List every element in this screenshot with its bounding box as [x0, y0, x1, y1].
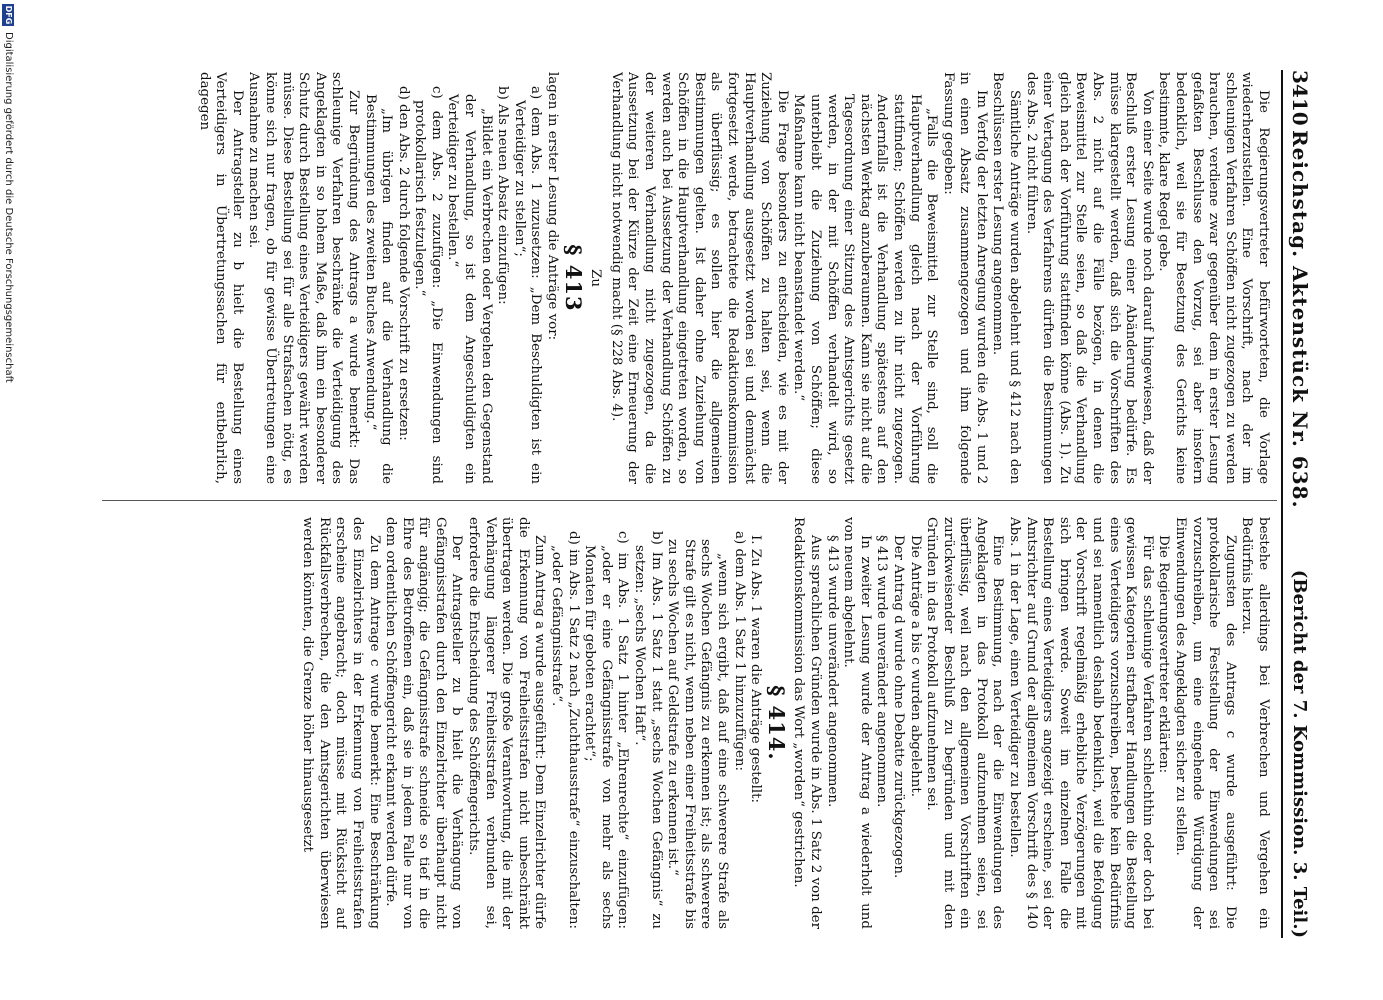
paragraph: In zweiter Lesung wurde der Antrag a wiederholt und von neuem abgelehnt.	[841, 517, 873, 929]
dfg-logo: DFG	[4, 5, 14, 25]
section-heading: § 414.	[763, 685, 789, 761]
page-number: 3410	[1288, 70, 1312, 126]
quoted-text: „Im übrigen finden auf die Verhandlung die Bestimmungen des zweiten Buches Anwendung.“	[362, 94, 395, 484]
list-item: a) dem Abs. 1 Satz 1 hinzuzufügen:	[731, 531, 747, 772]
paragraph: Die Frage besonders zu entscheiden, wie es mit der Zuziehung von Schöffen zu halten sei, wenn die Hauptverhandlung ausgesetzt worden sei und demnächst fortgesetzt werde, betrachtete die Redaktionskommission als überflüssig; es sollen hier die allgemeinen Bestimmungen gelten. Ist daher ohne Zuziehung von Schöffen in die Hauptverhandlung eingetreten worden, so werden auch bei Aussetzung der Verhandlung Schöffen zu der weiteren Verhandlung nicht zugezogen, da die Aussetzung bei der Kürze der Zeit eine Erneuerung der Verhandlung nicht notwendig macht (§ 228 Abs. 4).	[608, 72, 790, 484]
zu-heading: Zu	[588, 269, 604, 287]
right-column	[106, 517, 1271, 929]
paragraph: Für das schleunige Verfahren schlechthin oder doch bei gewissen Kategorien strafbarer Handlungen die Bestellung eines Verteidigers vorzuschreiben, bestehe kein Bedürfnis und sei namentlich deshalb bedenklich, weil die Befolgung der Vorschrift regelmäßig erhebliche Verzögerungen mit sich bringen werde. Soweit im einzelnen Falle die Bestellung eines Verteidigers angezeigt erscheine, sei der Amtsrichter auf Grund der allgemeinen Vorschrift des § 140 Abs. 1 in der Lage, einen Verteidiger zu bestellen.	[1007, 517, 1155, 929]
paragraph: Von einer Seite wurde noch darauf hingewiesen, daß der Beschluß erster Lesung einer Abänderung bedürfe. Es müsse klargestellt werden, daß sich die Vorschriften des Abs. 2 nicht auf die Fälle bezögen, in denen die Beweismittel zur Stelle seien, so daß die Verhandlung gleich nach der Vorführung stattfinden könne (Abs. 1). Zu einer Vertagung des Verfahrens dürften die Bestimmungen des Abs. 2 nicht führen.	[1023, 72, 1155, 484]
page-subtitle: (Bericht der 7. Kommission. 3. Teil.)	[1289, 569, 1311, 938]
paragraph: Im Verfolg der letzten Anregung wurden die Abs. 1 und 2 in einen Absatz zusammengezogen und ihm folgende Fassung gegeben:	[940, 72, 989, 484]
quoted-text: „wenn sich ergibt, daß auf eine schwerere Strafe als sechs Wochen Gefängnis zu erkennen ist; als schwerere Strafe gilt es nicht, wenn neben einer Freiheitsstrafe bis zu sechs Wochen auf Geldstrafe zu erkennen ist.“	[665, 539, 730, 929]
page-title: Reichstag. Aktenstück Nr. 638.	[1288, 130, 1312, 509]
paragraph: Die Regierungsvertreter erklärten:	[1156, 535, 1172, 774]
paragraph: § 413 wurde unverändert angenommen.	[824, 535, 840, 808]
quoted-text: „Falls die Beweismittel zur Stelle sind, soll die Hauptverhandlung gleich nach der Vorführung stattfinden; Schöffen werden zu ihr nicht zugezogen. Andernfalls ist die Verhandlung spätestens auf den nächsten Werktag anzuberaumen. Kann sie nicht auf die Tagesordnung einer Sitzung des Amtsgerichts gesetzt werden, in der mit Schöffen verhandelt wird, so unterbleibt die Zuziehung von Schöffen; diese Maßnahme kann nicht beanstandet werden.“	[791, 94, 940, 484]
list-item: d) im Abs. 1 Satz 2 nach „Zuchthausstrafe“ einzuschalten: „oder Gefängnisstrafe“.	[549, 531, 581, 929]
list-item: b) Im Abs. 1 Satz 1 statt „sechs Wochen Gefängnis“ zu setzen: „sechs Wochen Haft“.	[632, 531, 664, 929]
paragraph: Die Regierungsvertreter befürworteten, die Vorlage wiederherzustellen. Eine Vorschrift, nach der im schleunigen Verfahren Schöffen nicht zugezogen zu werden brauchen, verdiene zwar gegenüber dem in erster Lesung gefaßten Beschlusse den Vorzug, sei aber insofern bedenklich, weil sie für Besetzung des Gerichts keine bestimmte, klare Regel gebe.	[1156, 72, 1271, 484]
paragraph: lagen in erster Lesung die Anträge vor:	[545, 72, 561, 341]
paragraph: Aus sprachlichen Gründen wurde in Abs. 1 Satz 2 von der Redaktionskommission das Wort „worden“ gestrichen.	[791, 517, 823, 929]
list-item: b) Als neuen Absatz einzufügen:	[495, 86, 511, 305]
paragraph: Sämtliche Anträge wurden abgelehnt und § 412 nach den Beschlüssen erster Lesung angenommen.	[990, 72, 1023, 484]
list-item: d) den Abs. 2 durch folgende Vorschrift zu ersetzen:	[395, 86, 411, 441]
paragraph: Der Antragsteller zu b hielt die Bestellung eines Verteidigers in Übertretungssachen für entbehrlich, dagegen	[196, 72, 245, 484]
paragraph: Der Antragsteller zu b hielt die Verhängung von Gefängnisstrafen durch den Einzelrichter überhaupt nicht für angängig; die Gefängnisstrafe schneide so tief in die Ehre des Betroffenen ein, daß sie in jedem Falle nur von dem ordentlichen Schöffengericht erkannt werden dürfe.	[383, 517, 465, 929]
paragraph: bestehe allerdings bei Verbrechen und Vergehen ein Bedürfnis hierzu.	[1239, 517, 1271, 929]
footer-text: Digitalisierung gefördert durch die Deutsche Forschungsgemeinschaft	[3, 32, 14, 383]
quoted-text: „Bildet ein Verbrechen oder Vergehen den Gegenstand der Verhandlung, so ist dem Angeschuldigten ein Verteidiger zu bestellen.“	[445, 94, 494, 484]
paragraph: Der Antrag d wurde ohne Debatte zurückgezogen.	[890, 535, 906, 879]
digitization-footer	[0, 0, 17, 1000]
paragraph: Die Anträge a bis c wurden abgelehnt.	[907, 535, 923, 798]
list-item: c) im Abs. 1 Satz 1 hinter „Ehrenrechte“ einzufügen: „oder er eine Gefängnisstrafe von mehr als sechs Monaten für geboten erachtet“;	[582, 531, 631, 929]
list-item: a) dem Abs. 1 zuzusetzen: „Dem Beschuldigten ist ein Verteidiger zu stellen“;	[511, 86, 544, 484]
list-item: c) dem Abs. 2 zuzufügen: „Die Einwendungen sind protokollarisch festzulegen.“	[412, 86, 444, 484]
left-column	[106, 72, 1271, 484]
paragraph: Zugunsten des Antrags c wurde ausgeführt: Die protokollarische Feststellung der Einwendungen sei vorzuschreiben, um eine eingehende Würdigung der Einwendungen des Angeklagten sicher zu stellen.	[1173, 517, 1238, 929]
paragraph: § 413 wurde unverändert angenommen.	[874, 535, 890, 808]
paragraph: Zur Begründung des Antrags a wurde bemerkt: Das schleunige Verfahren beschränke die Verteidigung des Angeklagten in so hohem Maße, daß ihm ein besonderer Schutz durch Bestellung eines Verteidigers gewährt werden müsse. Diese Bestellung sei für alle Strafsachen nötig, es könne sich nur fragen, ob für gewisse Übertretungen eine Ausnahme zu machen sei.	[246, 72, 361, 484]
paragraph: I. Zu Abs. 1 waren die Anträge gestellt:	[748, 535, 764, 804]
page-header	[1281, 70, 1317, 938]
paragraph: Zum Antrag a wurde ausgeführt: Dem Einzelrichter dürfe die Erkennung von Freiheitsstrafen nicht unbeschränkt übertragen werden. Die große Verantwortung, die mit der Verhängung längerer Freiheitsstrafen verbunden sei, erfordere die Entscheidung des Schöffengerichts.	[466, 517, 548, 929]
paragraph: Zu dem Antrage c wurde bemerkt: Eine Beschränkung des Einzelrichters in der Erkennung von Freiheitsstrafen erscheine angebracht; doch müsse mit Rücksicht auf Rückfallsverbrechen, die den Amtsgerichten überwiesen werden könnten, die Grenze höher hinausgesetzt	[300, 517, 382, 929]
section-heading: § 413	[560, 244, 586, 312]
column-divider	[102, 500, 1277, 501]
paragraph: Eine Bestimmung, nach der die Einwendungen des Angeklagten in das Protokoll aufzunehmen seien, sei überflüssig, weil nach den allgemeinen Vorschriften ein zurückweisender Beschluß zu begründen und mit den Gründen in das Protokoll aufzunehmen sei.	[924, 517, 1006, 929]
